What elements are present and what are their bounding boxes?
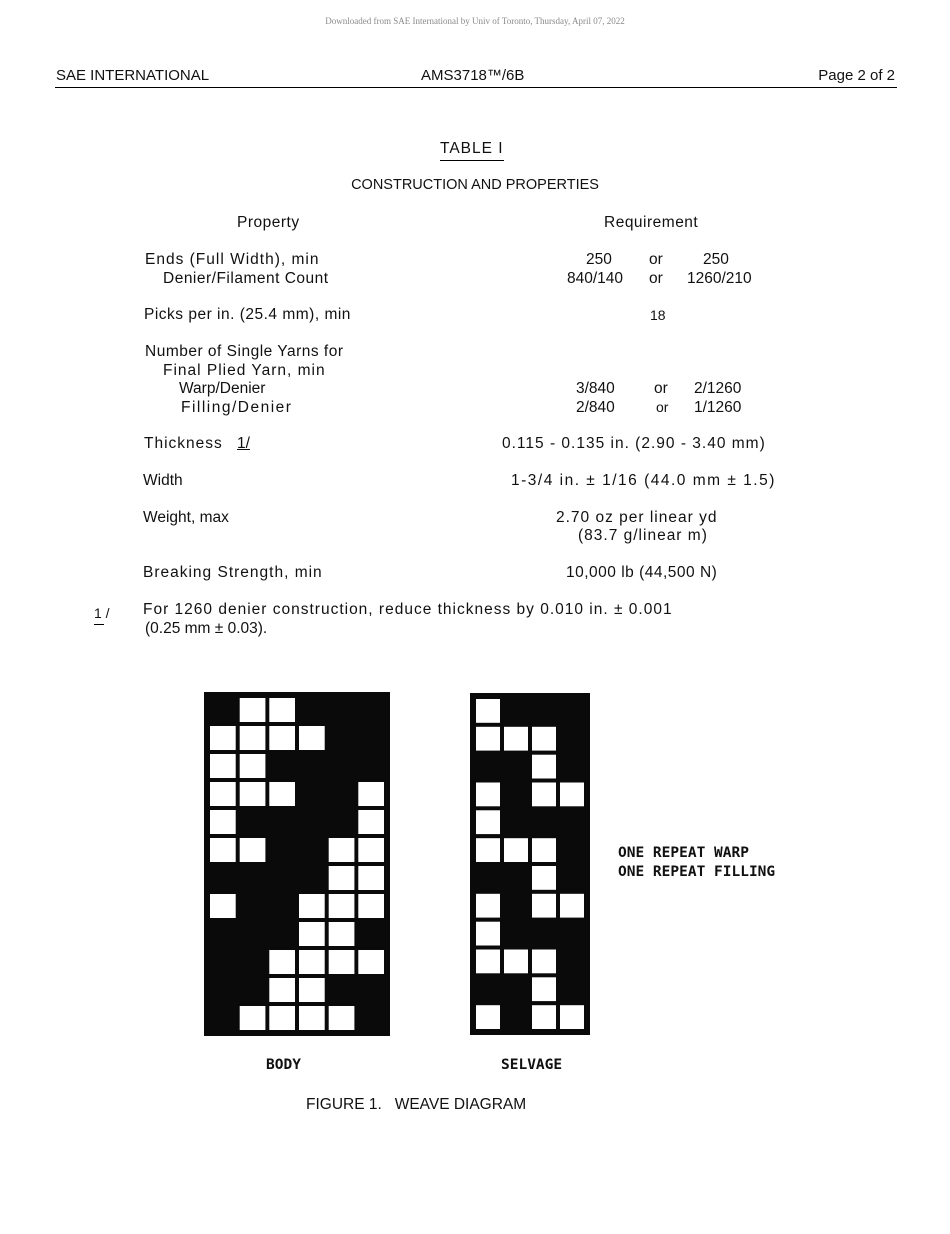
- body-cell-11-4-filling: [329, 1006, 355, 1030]
- body-cell-7-1-warp: [240, 894, 266, 918]
- selvage-cell-3-2-filling: [532, 783, 556, 807]
- body-cell-9-4-filling: [329, 950, 355, 974]
- row-ends-or: or: [649, 251, 663, 268]
- table-title: TABLE I: [440, 140, 504, 161]
- body-cell-2-2-warp: [269, 754, 295, 778]
- body-cell-1-1-filling: [240, 726, 266, 750]
- body-cell-8-4-filling: [329, 922, 355, 946]
- selvage-cell-4-0-filling: [476, 810, 500, 834]
- body-cell-6-2-warp: [269, 866, 295, 890]
- body-cell-1-5-warp: [358, 726, 384, 750]
- body-cell-4-4-warp: [329, 810, 355, 834]
- selvage-cell-8-3-warp: [560, 922, 584, 946]
- body-cell-8-0-warp: [210, 922, 236, 946]
- body-cell-6-1-warp: [240, 866, 266, 890]
- weave-grid-selvage: [470, 693, 590, 1035]
- selvage-cell-2-0-warp: [476, 755, 500, 779]
- selvage-cell-6-2-filling: [532, 866, 556, 890]
- selvage-cell-0-2-warp: [532, 699, 556, 723]
- body-cell-3-2-filling: [269, 782, 295, 806]
- selvage-cell-11-0-filling: [476, 1005, 500, 1029]
- row-denier-label: Denier/Filament Count: [163, 270, 329, 287]
- selvage-cell-1-3-warp: [560, 727, 584, 751]
- selvage-cell-8-1-warp: [504, 922, 528, 946]
- row-breaking-label: Breaking Strength, min: [143, 564, 323, 581]
- body-cell-6-5-filling: [358, 866, 384, 890]
- body-cell-10-1-warp: [240, 978, 266, 1002]
- body-cell-8-1-warp: [240, 922, 266, 946]
- selvage-cell-10-2-filling: [532, 977, 556, 1001]
- selvage-cell-0-1-warp: [504, 699, 528, 723]
- weave-diagram-body: [204, 692, 390, 1036]
- body-cell-5-4-filling: [329, 838, 355, 862]
- selvage-cell-3-3-filling: [560, 783, 584, 807]
- selvage-cell-4-1-warp: [504, 810, 528, 834]
- column-header-property: Property: [237, 214, 300, 231]
- selvage-cell-8-2-warp: [532, 922, 556, 946]
- selvage-cell-7-0-filling: [476, 894, 500, 918]
- body-cell-3-4-warp: [329, 782, 355, 806]
- row-denier-value-b: 1260/210: [687, 270, 752, 287]
- body-cell-9-3-filling: [299, 950, 325, 974]
- body-cell-4-2-warp: [269, 810, 295, 834]
- body-cell-10-0-warp: [210, 978, 236, 1002]
- row-picks-label: Picks per in. (25.4 mm), min: [144, 306, 351, 323]
- body-cell-7-2-warp: [269, 894, 295, 918]
- row-warp-value-b: 2/1260: [694, 380, 742, 397]
- body-cell-0-0-warp: [210, 698, 236, 722]
- body-cell-7-4-filling: [329, 894, 355, 918]
- body-cell-7-0-filling: [210, 894, 236, 918]
- body-cell-1-2-filling: [269, 726, 295, 750]
- body-cell-0-4-warp: [329, 698, 355, 722]
- body-cell-2-4-warp: [329, 754, 355, 778]
- selvage-cell-11-3-filling: [560, 1005, 584, 1029]
- row-denier-value-a: 840/140: [567, 270, 624, 287]
- body-cell-10-2-filling: [269, 978, 295, 1002]
- body-cell-2-0-filling: [210, 754, 236, 778]
- row-thickness-label: Thickness: [144, 435, 223, 452]
- row-weight-value-line1: 2.70 oz per linear yd: [556, 509, 718, 526]
- row-ends-label: Ends (Full Width), min: [145, 251, 320, 268]
- body-cell-10-4-warp: [329, 978, 355, 1002]
- selvage-cell-10-1-warp: [504, 977, 528, 1001]
- header-divider: [55, 87, 897, 88]
- body-cell-0-3-warp: [299, 698, 325, 722]
- body-cell-3-1-filling: [240, 782, 266, 806]
- figure-label-body: BODY: [266, 1057, 301, 1073]
- selvage-cell-4-2-warp: [532, 810, 556, 834]
- footnote-text-line1: For 1260 denier construction, reduce thickness by 0.010 in. ± 0.001: [143, 601, 673, 618]
- selvage-cell-2-2-filling: [532, 755, 556, 779]
- row-ends-value-b: 250: [703, 251, 729, 268]
- body-cell-3-5-filling: [358, 782, 384, 806]
- figure-caption: FIGURE 1. WEAVE DIAGRAM: [306, 1096, 527, 1113]
- weave-grid-body: [204, 692, 390, 1036]
- selvage-cell-7-1-warp: [504, 894, 528, 918]
- selvage-cell-1-2-filling: [532, 727, 556, 751]
- body-cell-2-1-filling: [240, 754, 266, 778]
- footnote-marker-underline: [94, 624, 104, 625]
- body-cell-6-0-warp: [210, 866, 236, 890]
- figure-legend: [618, 844, 775, 882]
- selvage-cell-1-1-filling: [504, 727, 528, 751]
- body-cell-3-3-warp: [299, 782, 325, 806]
- selvage-cell-7-2-filling: [532, 894, 556, 918]
- row-denier-or: or: [649, 270, 663, 287]
- row-filling-or: or: [656, 399, 669, 415]
- body-cell-5-1-filling: [240, 838, 266, 862]
- row-width-value: 1-3/4 in. ± 1/16 (44.0 mm ± 1.5): [511, 472, 776, 489]
- row-weight-value-line2: (83.7 g/linear m): [578, 527, 708, 544]
- selvage-cell-5-3-warp: [560, 838, 584, 862]
- body-cell-9-0-warp: [210, 950, 236, 974]
- body-cell-9-2-filling: [269, 950, 295, 974]
- body-cell-5-2-warp: [269, 838, 295, 862]
- body-cell-4-0-filling: [210, 810, 236, 834]
- body-cell-3-0-filling: [210, 782, 236, 806]
- body-cell-2-3-warp: [299, 754, 325, 778]
- body-cell-11-0-warp: [210, 1006, 236, 1030]
- body-cell-9-5-filling: [358, 950, 384, 974]
- body-cell-8-5-warp: [358, 922, 384, 946]
- selvage-cell-10-0-warp: [476, 977, 500, 1001]
- body-cell-1-4-warp: [329, 726, 355, 750]
- body-cell-4-5-filling: [358, 810, 384, 834]
- row-warp-label: Warp/Denier: [179, 380, 266, 397]
- table-subtitle: CONSTRUCTION AND PROPERTIES: [351, 177, 599, 193]
- body-cell-8-3-filling: [299, 922, 325, 946]
- body-cell-0-1-filling: [240, 698, 266, 722]
- row-warp-value-a: 3/840: [576, 380, 615, 397]
- selvage-cell-8-0-filling: [476, 922, 500, 946]
- selvage-cell-11-2-filling: [532, 1005, 556, 1029]
- body-cell-0-5-warp: [358, 698, 384, 722]
- legend-line-warp: ONE REPEAT WARP: [618, 845, 749, 861]
- body-cell-11-1-filling: [240, 1006, 266, 1030]
- selvage-cell-5-0-filling: [476, 838, 500, 862]
- selvage-cell-9-2-filling: [532, 950, 556, 974]
- download-note: Downloaded from SAE International by Univ of Toronto, Thursday, April 07, 2022: [325, 16, 625, 26]
- selvage-cell-2-1-warp: [504, 755, 528, 779]
- selvage-cell-11-1-warp: [504, 1005, 528, 1029]
- body-cell-5-0-filling: [210, 838, 236, 862]
- row-width-label: Width: [143, 472, 183, 489]
- column-header-requirement: Requirement: [604, 214, 699, 231]
- selvage-cell-1-0-filling: [476, 727, 500, 751]
- selvage-cell-9-1-filling: [504, 950, 528, 974]
- body-cell-8-2-warp: [269, 922, 295, 946]
- row-ends-value-a: 250: [586, 251, 612, 268]
- selvage-cell-6-3-warp: [560, 866, 584, 890]
- selvage-cell-0-3-warp: [560, 699, 584, 723]
- row-picks-value: 18: [650, 307, 666, 323]
- selvage-cell-6-1-warp: [504, 866, 528, 890]
- selvage-cell-4-3-warp: [560, 810, 584, 834]
- row-warp-or: or: [654, 380, 668, 397]
- body-cell-2-5-warp: [358, 754, 384, 778]
- header-publisher: SAE INTERNATIONAL: [56, 67, 210, 84]
- body-cell-11-5-warp: [358, 1006, 384, 1030]
- selvage-cell-3-0-filling: [476, 783, 500, 807]
- body-cell-10-3-filling: [299, 978, 325, 1002]
- body-cell-1-0-filling: [210, 726, 236, 750]
- row-weight-label: Weight, max: [143, 509, 229, 526]
- selvage-cell-2-3-warp: [560, 755, 584, 779]
- body-cell-7-5-filling: [358, 894, 384, 918]
- body-cell-0-2-filling: [269, 698, 295, 722]
- selvage-cell-7-3-filling: [560, 894, 584, 918]
- selvage-cell-5-2-filling: [532, 838, 556, 862]
- figure-label-selvage: SELVAGE: [501, 1057, 563, 1073]
- row-yarns-label-line2: Final Plied Yarn, min: [163, 362, 326, 379]
- body-cell-4-1-warp: [240, 810, 266, 834]
- row-filling-value-a: 2/840: [576, 399, 615, 416]
- body-cell-9-1-warp: [240, 950, 266, 974]
- body-cell-6-4-filling: [329, 866, 355, 890]
- selvage-cell-0-0-filling: [476, 699, 500, 723]
- row-yarns-label-line1: Number of Single Yarns for: [145, 343, 344, 360]
- body-cell-5-5-filling: [358, 838, 384, 862]
- body-cell-6-3-warp: [299, 866, 325, 890]
- header-page-number: Page 2 of 2: [818, 67, 895, 84]
- selvage-cell-6-0-warp: [476, 866, 500, 890]
- body-cell-4-3-warp: [299, 810, 325, 834]
- body-cell-11-3-filling: [299, 1006, 325, 1030]
- selvage-cell-10-3-warp: [560, 977, 584, 1001]
- body-cell-5-3-warp: [299, 838, 325, 862]
- legend-line-filling: ONE REPEAT FILLING: [618, 864, 776, 880]
- selvage-cell-3-1-warp: [504, 783, 528, 807]
- header-document-number: AMS3718™/6B: [421, 67, 525, 84]
- footnote-marker: 1 /: [94, 605, 110, 621]
- row-filling-label: Filling/Denier: [181, 399, 293, 416]
- selvage-cell-9-3-warp: [560, 950, 584, 974]
- weave-diagram-selvage: [470, 693, 590, 1035]
- selvage-cell-5-1-filling: [504, 838, 528, 862]
- body-cell-7-3-filling: [299, 894, 325, 918]
- row-thickness-footnote-ref: 1/: [237, 435, 250, 452]
- selvage-cell-9-0-filling: [476, 950, 500, 974]
- body-cell-1-3-filling: [299, 726, 325, 750]
- row-thickness-value: 0.115 - 0.135 in. (2.90 - 3.40 mm): [502, 435, 766, 452]
- body-cell-11-2-filling: [269, 1006, 295, 1030]
- row-breaking-value: 10,000 lb (44,500 N): [566, 564, 718, 581]
- body-cell-10-5-warp: [358, 978, 384, 1002]
- row-filling-value-b: 1/1260: [694, 399, 742, 416]
- footnote-text-line2: (0.25 mm ± 0.03).: [145, 620, 268, 637]
